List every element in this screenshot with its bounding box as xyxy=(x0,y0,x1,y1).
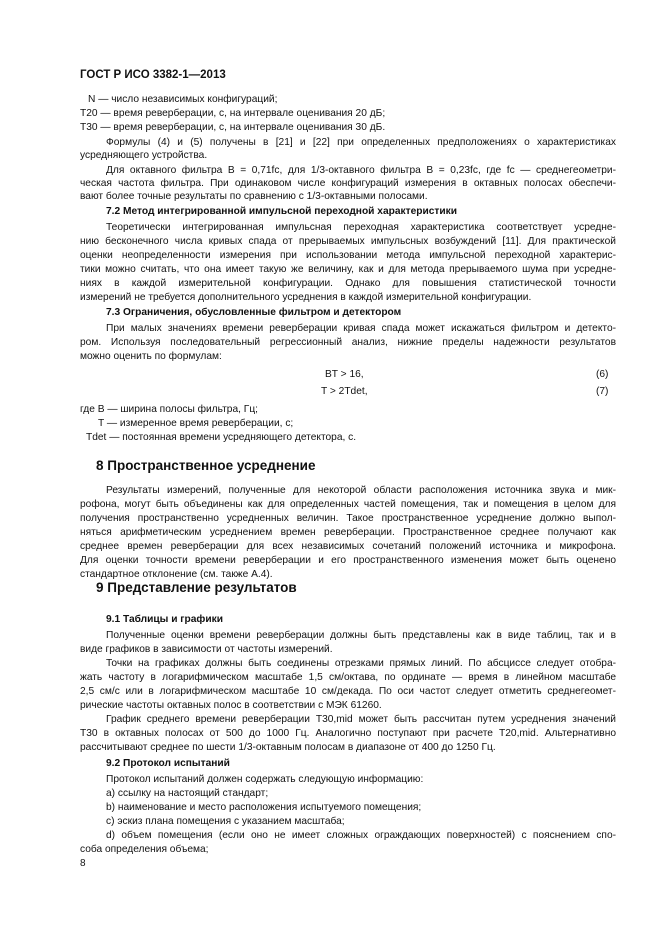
text-line: вают более точные результаты по сравнению с 1/3-октавными полосами. xyxy=(80,191,428,202)
list-item: a) ссылку на настоящий стандарт; xyxy=(106,788,269,799)
section-heading-7-3: 7.3 Ограничения, обусловленные фильтром и детектором xyxy=(106,307,402,318)
equation-6: BT > 16, xyxy=(325,369,364,380)
text-line: Точки на графиках должны быть соединены отрезками прямых линий. По абсциссе следует отобра- xyxy=(106,658,616,669)
text-line: рофона, могут быть объединены как для определенных частей помещения, так и помещения в целом для xyxy=(80,499,616,510)
text-line: соба определения объема; xyxy=(80,844,209,855)
text-line: оценки неопределенности измерения при использовании метода импульсной переходной характерис- xyxy=(80,250,616,261)
text-line: среднее времен реверберации для всех независимых сочетаний положений источника и микрофона. xyxy=(80,541,616,552)
equation-number-7: (7) xyxy=(596,386,609,397)
text-line: 2,5 см/с или в логарифмическом масштабе 10 см/декада. По оси частот следует отметить среднегеомет- xyxy=(80,686,616,697)
text-line: стандартное отклонение (см. также А.4). xyxy=(80,569,273,580)
text-line: График среднего времени реверберации T30,mid может быть рассчитан путем усреднения значений xyxy=(106,714,616,725)
equation-number-6: (6) xyxy=(596,369,609,380)
text-line: где B — ширина полосы фильтра, Гц; xyxy=(80,404,258,415)
section-heading-9-2: 9.2 Протокол испытаний xyxy=(106,758,230,769)
text-line: нию бесконечного числа кривых спада от прерываемых импульсных возбуждений [11]. Для практической xyxy=(80,236,616,247)
text-line: Для октавного фильтра B = 0,71fc, для 1/3-октавного фильтра B = 0,23fc, где fc — среднегеометри- xyxy=(106,165,616,176)
text-line: усредняющего устройства. xyxy=(80,150,208,161)
text-line: Для оценки точности времени реверберации и его пространственного изменения может быть оценено xyxy=(80,555,616,566)
text-line: T20 — время реверберации, с, на интервале оценивания 20 дБ; xyxy=(80,108,386,119)
text-line: Полученные оценки времени реверберации должны быть представлены как в виде таблиц, так и в xyxy=(106,630,616,641)
text-line: виде графиков в зависимости от частоты измерений. xyxy=(80,644,333,655)
text-line: рические частоты октавных полос в соответствии с МЭК 61260. xyxy=(80,700,382,711)
section-heading-7-2: 7.2 Метод интегрированной импульсной переходной характеристики xyxy=(106,206,458,217)
section-heading-9: 9 Представление результатов xyxy=(96,580,297,595)
list-item: c) эскиз плана помещения с указанием масштаба; xyxy=(106,816,345,827)
text-line: измерений не требуется дополнительного усреднения в каждой измерительной конфигурации. xyxy=(80,292,532,303)
page-number: 8 xyxy=(80,858,86,869)
text-line: Протокол испытаний должен содержать следующую информацию: xyxy=(106,774,424,785)
text-line: няться арифметическим усреднением времен реверберации. Пространственное среднее получают как xyxy=(80,527,616,538)
section-heading-8: 8 Пространственное усреднение xyxy=(96,458,316,473)
text-line: Tdet — постоянная времени усредняющего детектора, с. xyxy=(86,432,357,443)
text-line: При малых значениях времени реверберации кривая спада может искажаться фильтром и детекто- xyxy=(106,323,616,334)
text-line: T — измеренное время реверберации, с; xyxy=(98,418,294,429)
text-line: рассчитывают среднее по шести 1/3-октавным полосам в диапазоне от 400 до 1250 Гц. xyxy=(80,742,496,753)
text-line: T30 — время реверберации, с, на интервале оценивания 30 дБ. xyxy=(80,122,386,133)
document-header: ГОСТ Р ИСО 3382-1—2013 xyxy=(80,69,226,81)
text-line: T30 в октавных полосах от 500 до 1000 Гц. Аналогично поступают при расчете T20,mid. Альтернативно xyxy=(80,728,616,739)
text-line: ром. Используя последовательный регрессионный анализ, нижние пределы надежности результатов xyxy=(80,337,616,348)
text-line: ческая частота фильтра. При одинаковом числе конфигураций измерения в октавных полосах обеспечи- xyxy=(80,178,616,189)
equation-7: T > 2Tdet, xyxy=(321,386,368,397)
list-item: b) наименование и место расположения испытуемого помещения; xyxy=(106,802,422,813)
text-line: Теоретически интегрированная импульсная переходная характеристика соответствует усредне- xyxy=(106,222,616,233)
text-line: получения пространственно усредненных величин. Такое пространственное усреднение должно выпол- xyxy=(80,513,616,524)
text-line: Формулы (4) и (5) получены в [21] и [22] при определенных предположениях о характеристиках xyxy=(106,137,616,148)
section-heading-9-1: 9.1 Таблицы и графики xyxy=(106,614,223,625)
text-line: тики можно считать, что она имеет такую же величину, как и для метода прерываемого шума при усредне- xyxy=(80,264,616,275)
text-line: можно оценить по формулам: xyxy=(80,351,222,362)
text-line: жать частоту в логарифмическом масштабе 1,5 см/октава, по ординате — время в линейном масштабе xyxy=(80,672,616,683)
list-item: d) объем помещения (если оно не имеет сложных ограждающих поверхностей) с пояснением спо- xyxy=(106,830,616,841)
text-line: ниях в каждой измерительной конфигурации. Однако для повышения статистической точности xyxy=(80,278,616,289)
text-line: Результаты измерений, полученные для некоторой области расположения источника звука и мик- xyxy=(106,485,616,496)
text-line: N — число независимых конфигураций; xyxy=(88,94,278,105)
